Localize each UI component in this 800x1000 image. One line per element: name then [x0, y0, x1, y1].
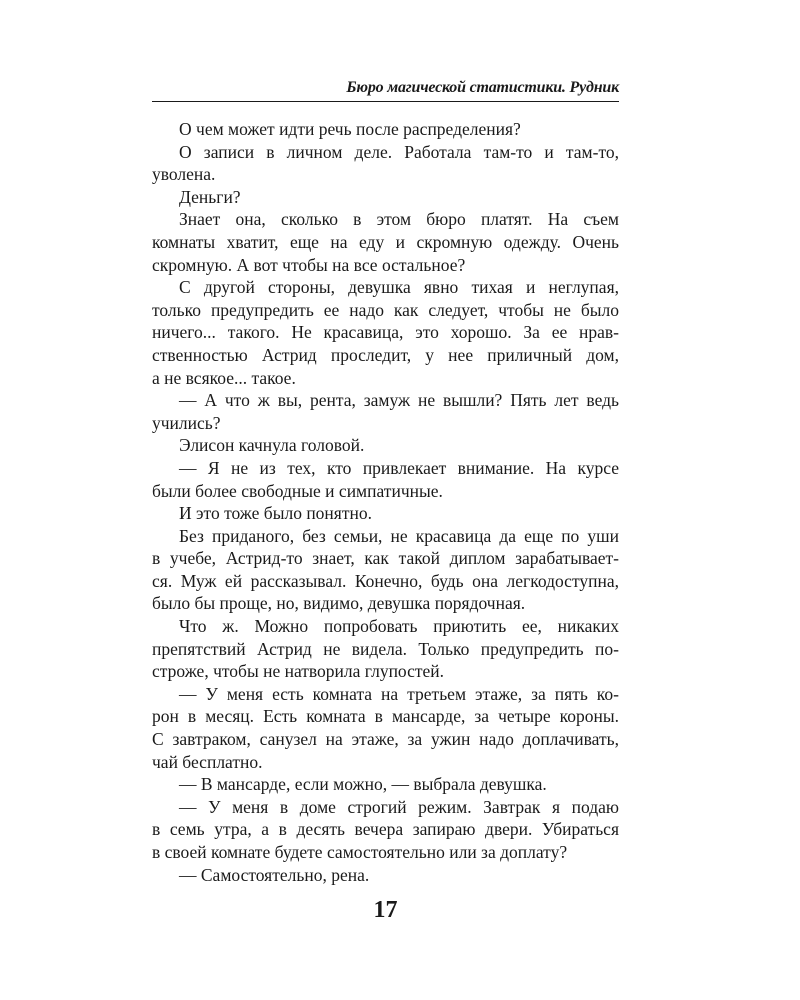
paragraph [152, 141, 619, 186]
text-line: чай бесплатно. [152, 751, 263, 772]
text-line: Элисон качнула головой. [179, 435, 365, 456]
text-line: — Самостоятельно, рена. [179, 864, 370, 885]
text-line: — А что ж вы, рента, замуж не вышли? Пять лет ведь [179, 390, 619, 411]
paragraph [152, 389, 619, 434]
paragraph [152, 434, 619, 457]
paragraph [152, 276, 619, 389]
text-line: только предупредить ее надо как следует, чтобы не было [152, 299, 619, 320]
text-line: — Я не из тех, кто привлекает внимание. На курсе [179, 457, 619, 478]
header-rule [152, 101, 619, 102]
paragraph [152, 773, 619, 796]
text-line: — У меня в доме строгий режим. Завтрак я подаю [179, 796, 619, 817]
page-number: 17 [373, 897, 398, 923]
paragraph [152, 186, 619, 209]
text-line: С другой стороны, девушка явно тихая и неглупая, [179, 277, 619, 298]
text-line: скромную. А вот чтобы на все остальное? [152, 254, 466, 275]
text-line: С завтраком, санузел на этаже, за ужин надо доплачивать, [152, 729, 619, 750]
text-line: комнаты хватит, еще на еду и скромную одежду. Очень [152, 231, 619, 252]
paragraph [152, 683, 619, 773]
text-line: а не всякое... такое. [152, 367, 296, 388]
text-line: О записи в личном деле. Работала там-то и там-то, [179, 141, 619, 162]
paragraph [152, 525, 619, 615]
paragraph [152, 502, 619, 525]
paragraph [152, 118, 619, 141]
text-line: Что ж. Можно попробовать приютить ее, никаких [179, 616, 619, 637]
paragraph [152, 457, 619, 502]
text-line: в своей комнате будете самостоятельно или за доплату? [152, 842, 568, 862]
text-line: ничего... такого. Не красавица, это хорошо. За ее нрав- [152, 322, 619, 343]
text-line: И это тоже было понятно. [179, 503, 372, 524]
text-line: ся. Муж ей рассказывал. Конечно, будь она легкодоступна, [152, 570, 619, 591]
text-line: Деньги? [179, 186, 241, 207]
text-line: строже, чтобы не натворила глупостей. [152, 661, 445, 682]
text-line: Знает она, сколько в этом бюро платят. На съем [179, 209, 619, 230]
text-line: — У меня есть комната на третьем этаже, за пять ко- [179, 683, 619, 704]
text-line: в учебе, Астрид-то знает, как такой диплом зарабатывает- [152, 548, 619, 569]
paragraph [152, 796, 619, 864]
text-line: Без приданого, без семьи, не красавица да еще по уши [179, 525, 619, 546]
running-header: Бюро магической статистики. Рудник [346, 79, 619, 96]
paragraph [152, 208, 619, 276]
body-text [152, 118, 619, 886]
text-line: О чем может идти речь после распределения? [179, 119, 521, 139]
text-line: было бы проще, но, видимо, девушка порядочная. [152, 593, 526, 614]
text-line: уволена. [152, 164, 216, 185]
text-line: были более свободные и симпатичные. [152, 480, 443, 501]
text-line: ственностью Астрид проследит, у нее приличный дом, [152, 344, 619, 365]
paragraph [152, 864, 619, 887]
text-line: учились? [152, 412, 221, 433]
paragraph [152, 615, 619, 683]
text-line: препятствий Астрид не видела. Только предупредить по- [152, 638, 619, 659]
text-line: в семь утра, а в десять вечера запираю двери. Убираться [152, 819, 619, 840]
text-line: — В мансарде, если можно, — выбрала девушка. [179, 774, 547, 795]
text-line: рон в месяц. Есть комната в мансарде, за четыре короны. [152, 706, 619, 727]
